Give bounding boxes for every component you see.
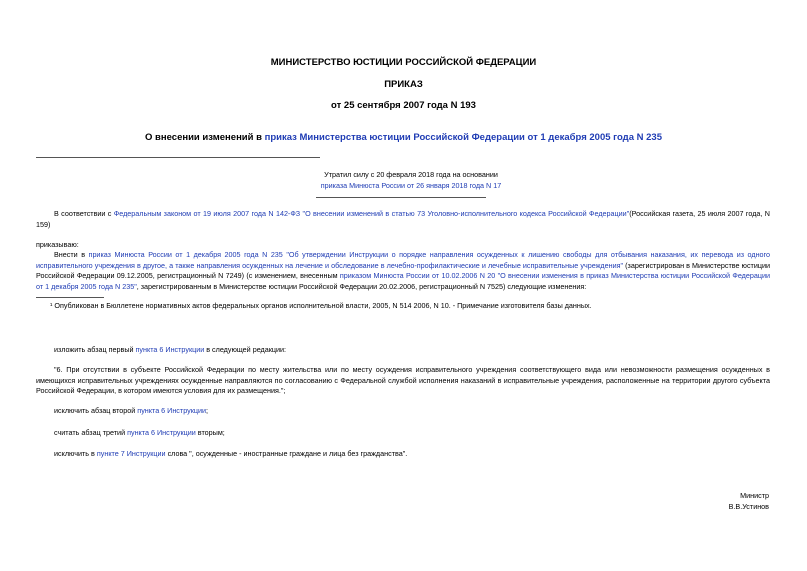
title-prefix: О внесении изменений в [145,132,265,143]
main-part3: , зарегистрированным в Министерстве юстиции Российской Федерации 20.02.2006, регистрационный N 7525) следующие изменения: [136,281,587,291]
item-4-text: исключить в [54,449,97,458]
signature-name: В.В.Устинов [728,502,769,511]
item-2 [54,406,208,417]
main-part2: (зарегистрирован в Министерстве юстиции Российской Федерации 09.12.2005, регистрационный N 7249) (с изменением, внесенным [36,260,770,280]
item-1 [54,345,286,356]
main-paragraph [36,250,770,292]
item-3-suffix: вторым; [195,428,225,437]
signature-position: Министр [740,491,769,500]
item-2-text: исключить абзац второй [54,406,138,415]
quote-paragraph: "6. При отсутствии в субъекте Российской Федерации по месту жительства или по месту осуждения исправительного учреждения соответствующего вида или невозможности размещения осужденных в имеющихся исправительных учреждениях осужденные направляются по согласованию с Федеральной службой исполнения наказаний в исправительные учреждения, расположенные на территории другого субъекта Российской Федерации, в котором имеются условия для их размещения."; [36,365,770,395]
validity-note [316,170,506,191]
preamble-prefix: В соответствии с [54,209,114,218]
item-2-link[interactable]: пункта 6 Инструкции [137,406,206,415]
signature-block [729,490,769,512]
main-part1: Внести в [54,250,89,259]
item-4-suffix: слова ", осужденные - иностранные граждане и лица без гражданства". [165,449,408,458]
preamble-paragraph [36,209,770,230]
footnote-marker: ¹ [50,301,53,310]
validity-text: Утратил силу с 20 февраля 2018 года на основании [324,170,498,179]
footnote-divider [36,297,104,298]
item-3-link[interactable]: пункта 6 Инструкции [127,428,196,437]
item-1-link[interactable]: пункта 6 Инструкции [135,345,205,354]
order-word: приказываю: [36,240,79,249]
item-3-text: считать абзац третий [54,428,128,437]
title-link[interactable]: приказ Министерства юстиции Российской Федерации от 1 декабря 2005 года N 235 [264,132,662,143]
validity-link[interactable]: приказа Минюста России от 26 января 2018 года N 17 [320,180,502,190]
item-2-suffix: ; [206,406,208,415]
item-1-text: изложить абзац первый [54,345,136,354]
date-number-heading: от 25 сентября 2007 года N 193 [331,100,476,111]
item-3 [54,428,225,439]
divider-line [316,197,486,198]
ministry-heading: МИНИСТЕРСТВО ЮСТИЦИИ РОССИЙСКОЙ ФЕДЕРАЦИИ [270,57,537,68]
item-1-suffix: в следующей редакции: [204,345,287,354]
main-link1[interactable]: приказ Минюста России от 1 декабря 2005 года N 235 "Об утверждении Инструкции о порядке направления осужденных к лишению свободы для отбывания наказания, их перевода из одного исправительного учреждения в другое, а также направления осужденных на лечение и обследование в лечебно-профилактические и лечебные исправительные учреждения" [36,250,770,270]
divider-line [36,157,320,158]
preamble-suffix: (Российская газета, 25 июля 2007 года, N 159) [36,209,770,229]
item-4-link[interactable]: пункте 7 Инструкции [96,449,166,458]
preamble-link[interactable]: Федеральным законом от 19 июля 2007 года N 142-ФЗ "О внесении изменений в статью 73 Уголовно-исполнительного кодекса Российской Федерации" [113,209,630,218]
main-link2[interactable]: приказом Минюста России от 10.02.2006 N 20 "О внесении изменения в приказ Министерства юстиции Российской Федерации от 1 декабря 2005 года N 235" [36,271,770,291]
document-title [0,132,807,143]
item-4 [54,449,407,460]
footnote-text: Опубликован в Бюллетене нормативных актов федеральных органов исполнительной власти, 2005, N 514 2006, N 10. - Примечание изготовителя базы данных. [52,301,592,310]
doc-type-heading: ПРИКАЗ [384,79,423,90]
footnote [50,301,770,312]
